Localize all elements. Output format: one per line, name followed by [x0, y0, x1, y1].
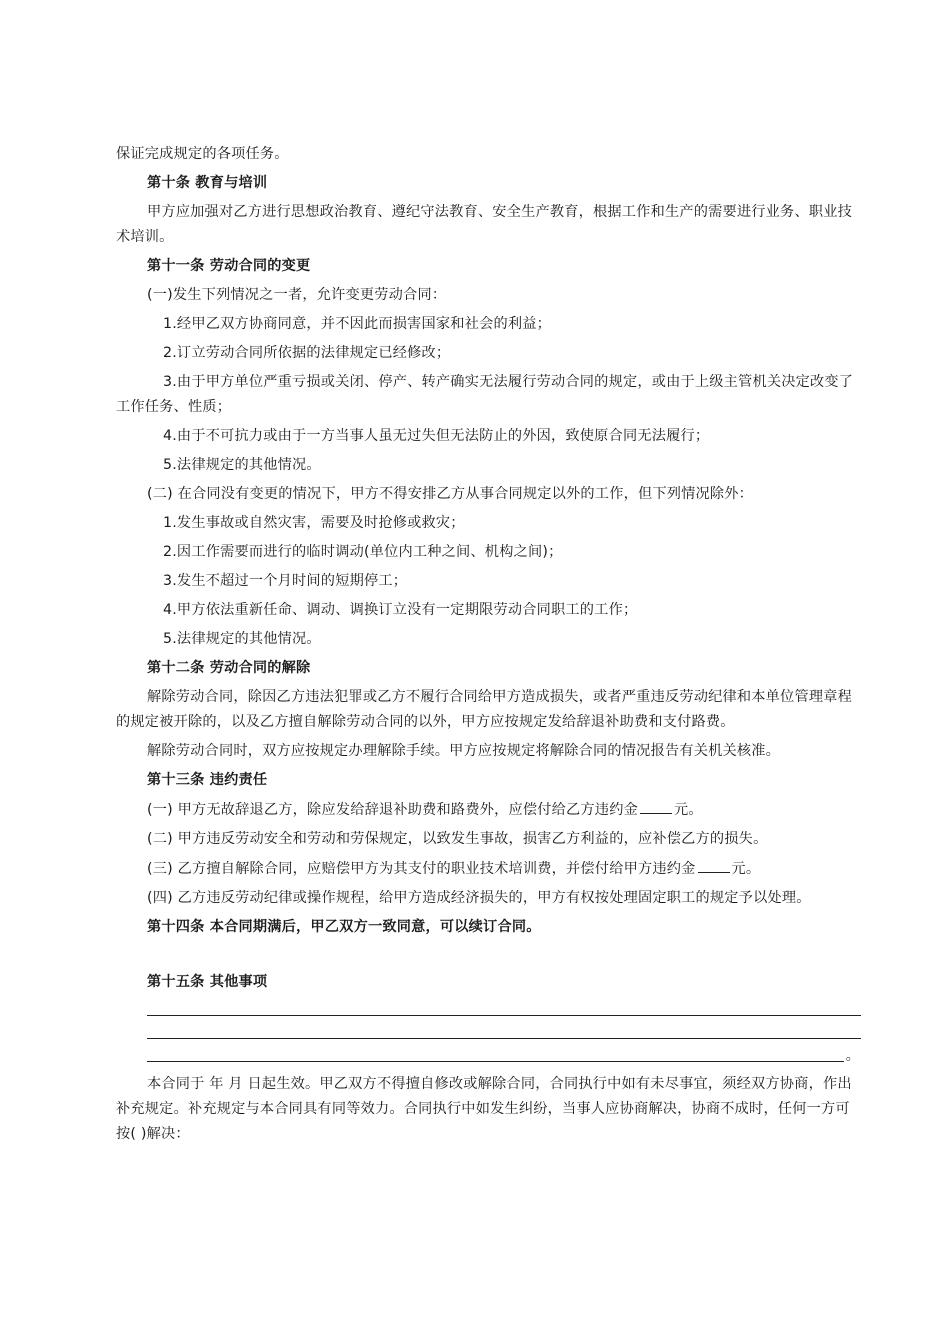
article-13-item-4: (四) 乙方违反劳动纪律或操作规程，给甲方造成经济损失的，甲方有权按处理固定职工的规定予以处理。 — [147, 890, 811, 906]
article-13-heading: 第十三条 违约责任 — [147, 772, 268, 788]
list-item: 1.经甲乙双方协商同意，并不因此而损害国家和社会的利益； — [163, 316, 552, 332]
article-13-item-1 — [116, 797, 861, 823]
article-13-item-1-unit: 元。 — [673, 802, 703, 818]
article-11-section-2: (二) 在合同没有变更的情况下，甲方不得安排乙方从事合同规定以外的工作，但下列情况除外： — [147, 486, 754, 502]
fill-in-line[interactable] — [147, 999, 861, 1016]
list-item: 4.甲方依法重新任命、调动、调换订立没有一定期限劳动合同职工的工作； — [163, 602, 638, 618]
article-13-item-3-text: (三) 乙方擅自解除合同，应赔偿甲方为其支付的职业技术培训费，并偿付给甲方违约金 — [147, 861, 696, 877]
list-item: 5.法律规定的其他情况。 — [163, 631, 321, 647]
article-13-item-1-text: (一) 甲方无故辞退乙方，除应发给辞退补助费和路费外，应偿付给乙方违约金 — [147, 802, 638, 818]
final-clause: 本合同于 年 月 日起生效。甲乙双方不得擅自修改或解除合同，合同执行中如有未尽事宜，须经双方协商，作出补充规定。补充规定与本合同具有同等效力。合同执行中如发生纠纷，当事人应协商解决，协商不成时，任何一方可按( )解决： — [116, 1076, 852, 1142]
article-10-text: 甲方应加强对乙方进行思想政治教育、遵纪守法教育、安全生产教育，根据工作和生产的需要进行业务、职业技术培训。 — [116, 204, 852, 245]
penalty-amount-blank[interactable] — [698, 856, 730, 873]
article-13-item-2: (二) 甲方违反劳动安全和劳动和劳保规定，以致发生事故，损害乙方利益的，应补偿乙方的损失。 — [147, 831, 768, 847]
article-12-text-1: 解除劳动合同，除因乙方违法犯罪或乙方不履行合同给甲方造成损失，或者严重违反劳动纪律和本单位管理章程的规定被开除的，以及乙方擅自解除劳动合同的以外，甲方应按规定发给辞退补助费和支付路费。 — [116, 689, 852, 730]
list-item: 3.由于甲方单位严重亏损或关闭、停产、转产确实无法履行劳动合同的规定，或由于上级主管机关决定改变了工作任务、性质； — [116, 374, 854, 415]
article-15-heading: 第十五条 其他事项 — [147, 974, 268, 990]
list-item: 4.由于不可抗力或由于一方当事人虽无过失但无法防止的外因，致使原合同无法履行； — [163, 428, 710, 444]
other-matters-blank-lines — [147, 999, 861, 1062]
list-item: 2.因工作需要而进行的临时调动(单位内工种之间、机构之间)； — [163, 544, 563, 560]
article-10-heading: 第十条 教育与培训 — [147, 175, 268, 191]
article-12-heading: 第十二条 劳动合同的解除 — [147, 660, 311, 676]
penalty-amount-blank[interactable] — [640, 797, 672, 814]
list-item: 2.订立劳动合同所依据的法律规定已经修改； — [163, 345, 451, 361]
end-mark: 。 — [845, 1048, 860, 1064]
spacer — [116, 944, 861, 970]
contract-body — [116, 142, 861, 1151]
list-item: 5.法律规定的其他情况。 — [163, 457, 321, 473]
article-14-heading: 第十四条 本合同期满后，甲乙双方一致同意，可以续订合同。 — [147, 919, 541, 935]
article-12-text-2: 解除劳动合同时，双方应按规定办理解除手续。甲方应按规定将解除合同的情况报告有关机关核准。 — [147, 743, 781, 759]
article-13-item-3 — [116, 856, 861, 882]
article-13-item-3-unit: 元。 — [731, 861, 761, 877]
fill-in-line[interactable] — [147, 1022, 861, 1039]
list-item: 3.发生不超过一个月时间的短期停工； — [163, 573, 408, 589]
intro-line: 保证完成规定的各项任务。 — [116, 146, 289, 162]
article-11-heading: 第十一条 劳动合同的变更 — [147, 258, 311, 274]
list-item: 1.发生事故或自然灾害，需要及时抢修或救灾； — [163, 515, 465, 531]
fill-in-line[interactable] — [147, 1045, 860, 1064]
article-11-section-1: (一)发生下列情况之一者，允许变更劳动合同： — [147, 287, 447, 303]
